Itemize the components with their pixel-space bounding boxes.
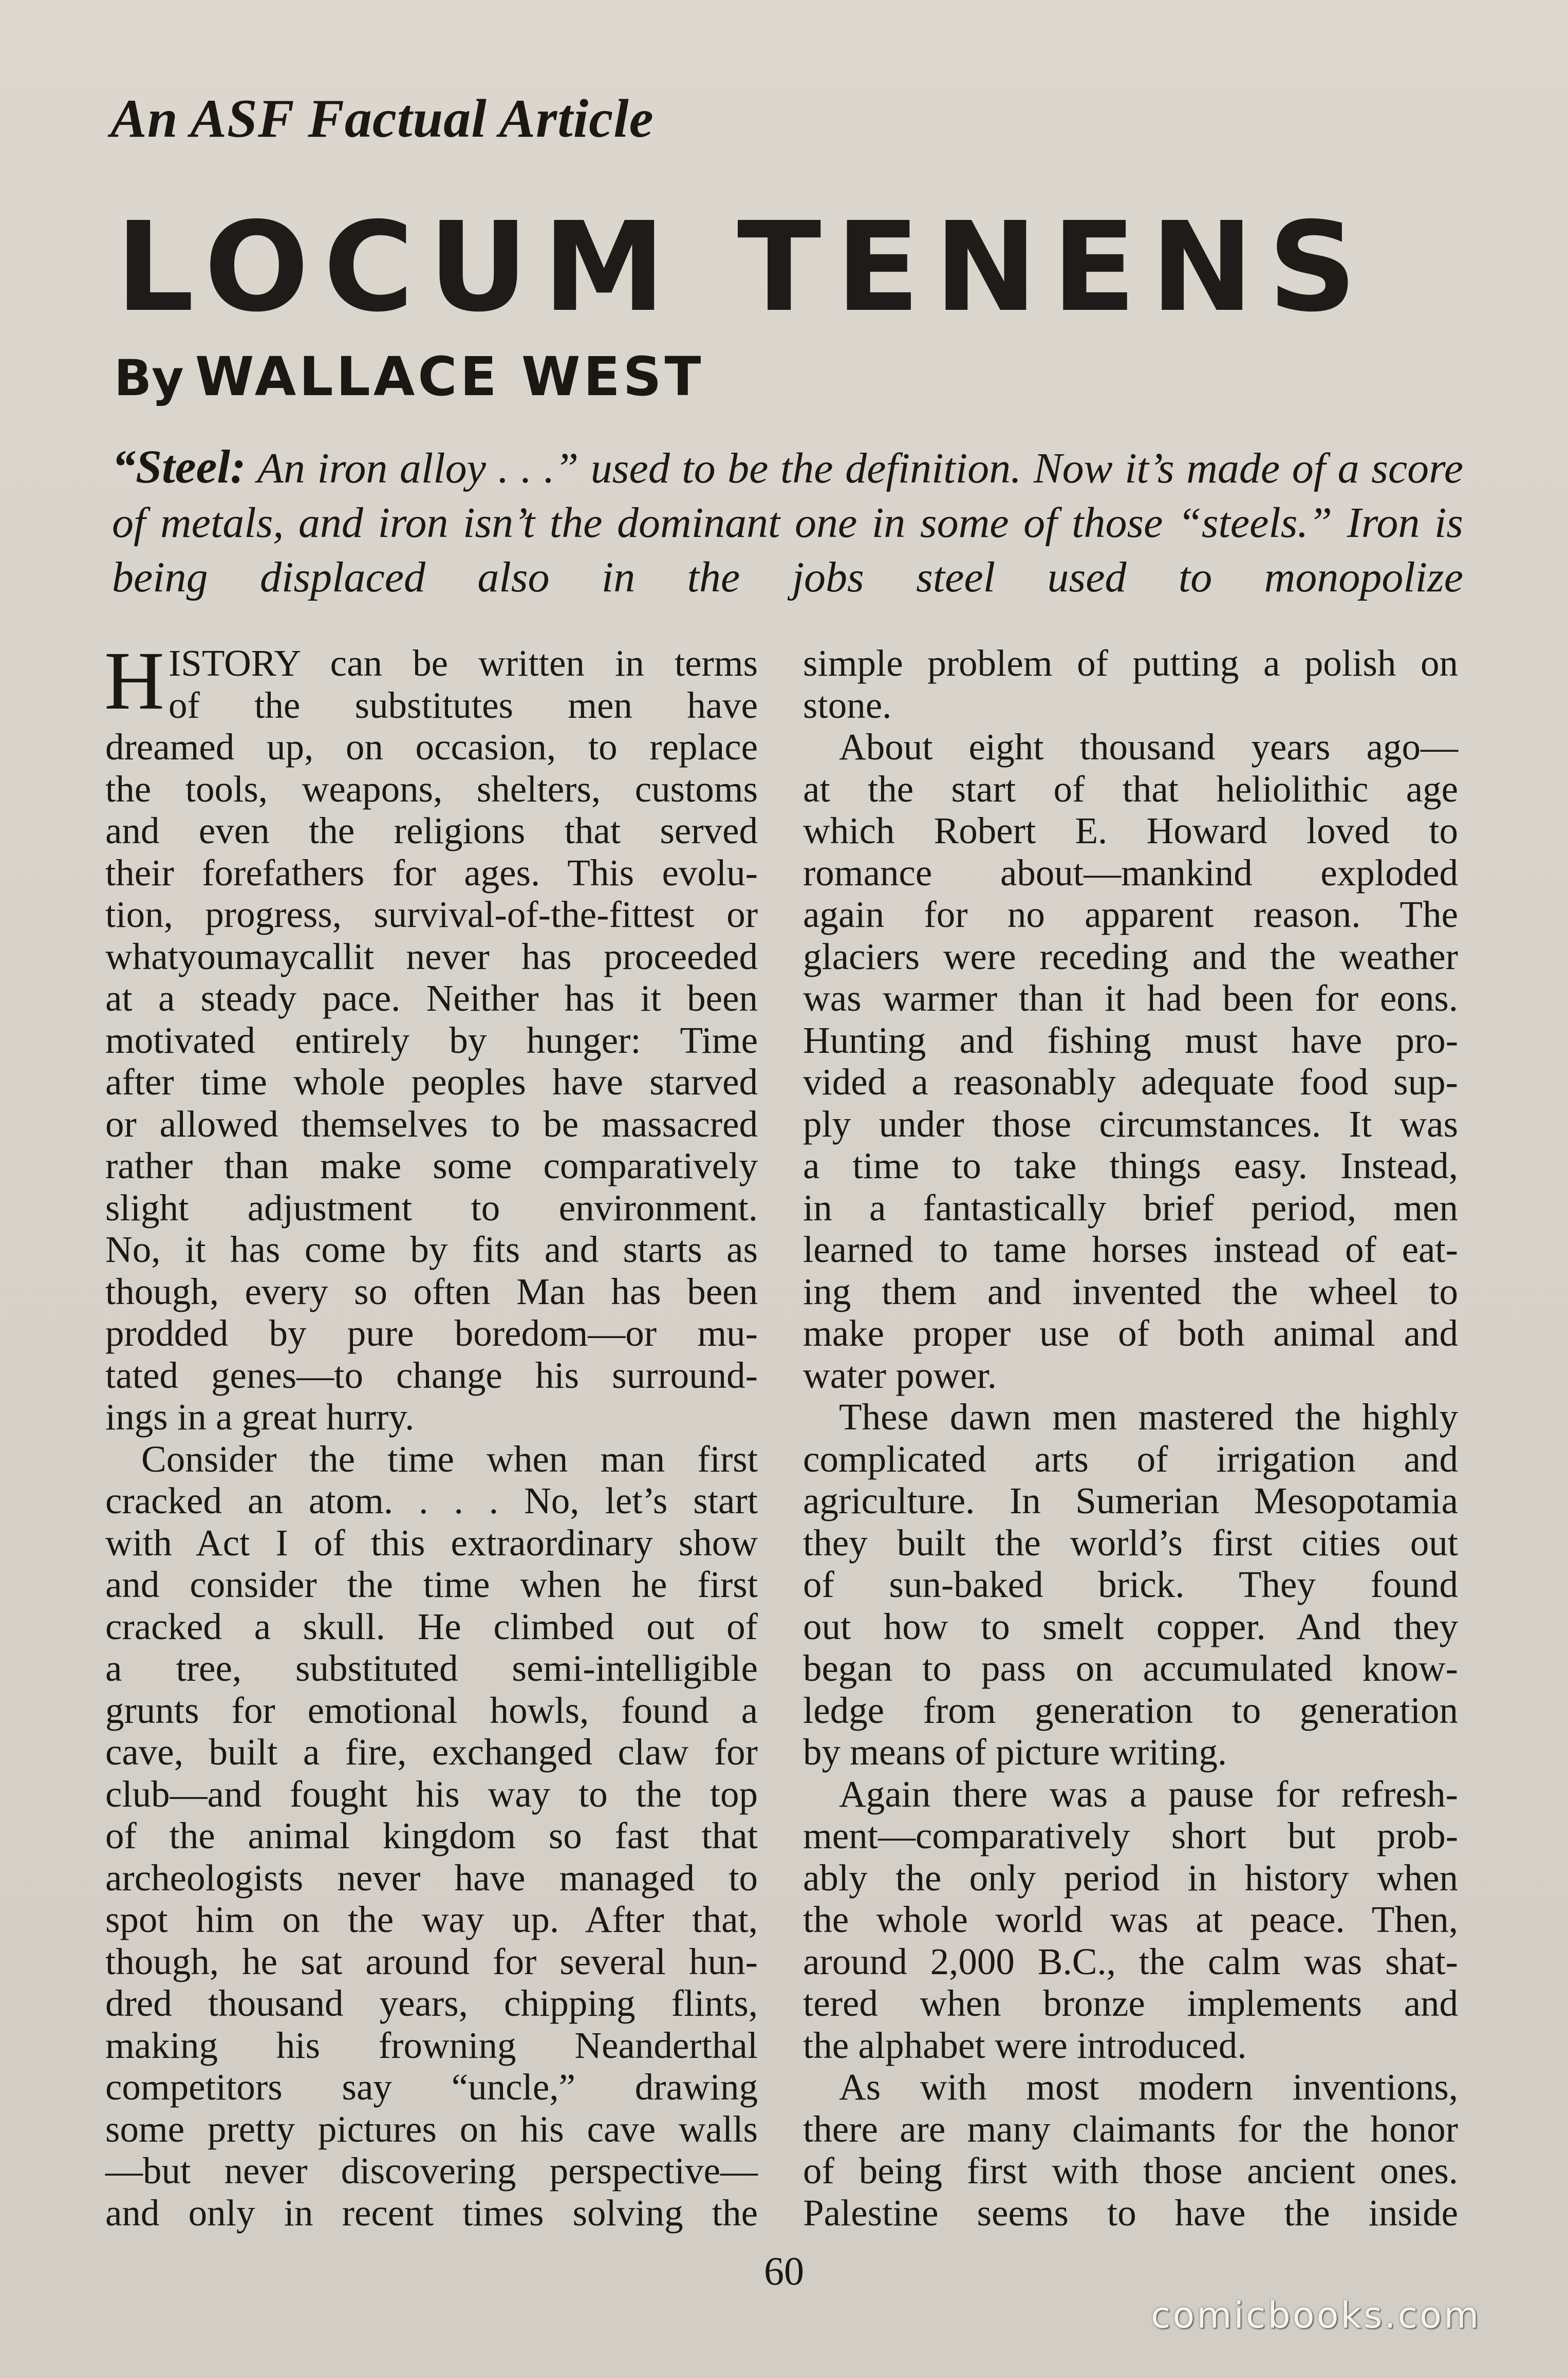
text-line: dred thousand years, chipping flints, <box>105 1982 758 2024</box>
text-line: some pretty pictures on his cave walls <box>105 2108 758 2150</box>
text-line: ings in a great hurry. <box>105 1396 415 1438</box>
text-line: cave, built a fire, exchanged claw for <box>105 1731 758 1773</box>
text-line: vided a reasonably adequate food sup- <box>803 1061 1458 1103</box>
text-line: glaciers were receding and the weather <box>803 935 1458 977</box>
text-line: though, every so often Man has been <box>105 1270 758 1312</box>
text-line: stone. <box>803 684 892 726</box>
text-line: cracked a skull. He climbed out of <box>105 1605 758 1647</box>
text-line: Consider the time when man first <box>141 1438 758 1480</box>
text-line: and consider the time when he first <box>105 1564 758 1605</box>
text-line: the whole world was at peace. Then, <box>803 1899 1458 1940</box>
text-line: by means of picture writing. <box>803 1731 1227 1773</box>
article-kicker: An ASF Factual Article <box>110 88 654 148</box>
text-line: after time whole peoples have starved <box>105 1061 758 1103</box>
text-line: archeologists never have managed to <box>105 1856 758 1899</box>
text-line: a tree, substituted semi-intelligible <box>105 1647 758 1689</box>
text-line: motivated entirely by hunger: Time <box>105 1019 758 1061</box>
text-line: began to pass on accumulated know- <box>803 1647 1458 1689</box>
text-line: in a fantastically brief period, men <box>803 1186 1458 1229</box>
text-line: Again there was a pause for refresh- <box>839 1773 1458 1815</box>
text-line: As with most modern inventions, <box>839 2066 1458 2108</box>
text-line: a time to take things easy. Instead, <box>803 1145 1458 1186</box>
byline-by: By <box>114 349 184 407</box>
article-title: LOCUM TENENS <box>116 195 1371 339</box>
text-line: with Act I of this extraordinary show <box>105 1521 758 1564</box>
blurb-lead: “Steel: <box>112 440 246 493</box>
right-column <box>803 642 1458 2234</box>
page-number: 60 <box>764 2249 804 2293</box>
text-line: learned to tame horses instead of eat- <box>803 1229 1458 1270</box>
text-line: whatyoumaycallit never has proceeded <box>105 935 758 977</box>
text-line: and only in recent times solving the <box>105 2192 758 2234</box>
author-name: WALLACE WEST <box>195 345 704 408</box>
text-line: which Robert E. Howard loved to <box>803 810 1458 851</box>
text-line: —but never discovering perspective— <box>105 2150 758 2192</box>
text-line: romance about—mankind exploded <box>803 851 1458 894</box>
text-line: These dawn men mastered the highly <box>839 1396 1458 1438</box>
byline <box>114 345 704 408</box>
text-line: at the start of that heliolithic age <box>803 768 1458 810</box>
text-line: of sun-baked brick. They found <box>803 1564 1458 1605</box>
drop-cap: H <box>104 635 164 727</box>
text-line: slight adjustment to environment. <box>105 1186 758 1229</box>
text-line: Palestine seems to have the inside <box>803 2192 1458 2234</box>
text-line: make proper use of both animal and <box>803 1312 1458 1354</box>
text-line: ledge from generation to generation <box>803 1689 1458 1731</box>
text-line: ing them and invented the wheel to <box>803 1270 1458 1312</box>
text-line: was warmer than it had been for eons. <box>803 977 1458 1019</box>
site-watermark: comicbooks.com <box>1151 2294 1481 2336</box>
text-line: tered when bronze implements and <box>803 1982 1458 2024</box>
text-line: again for no apparent reason. The <box>803 894 1458 935</box>
text-line: tated genes—to change his surround- <box>105 1354 758 1396</box>
text-line: dreamed up, on occasion, to replace <box>105 726 758 768</box>
left-column <box>104 635 758 2234</box>
text-line: water power. <box>803 1354 997 1396</box>
text-line: though, he sat around for several hun- <box>105 1940 758 1982</box>
text-line: spot him on the way up. After that, <box>105 1899 758 1940</box>
text-line: complicated arts of irrigation and <box>803 1438 1458 1480</box>
text-line: there are many claimants for the honor <box>803 2108 1458 2150</box>
text-line: they built the world’s first cities out <box>803 1521 1458 1564</box>
article-blurb <box>112 439 1463 605</box>
text-line: competitors say “uncle,” drawing <box>105 2066 758 2108</box>
text-line: grunts for emotional howls, found a <box>105 1689 758 1731</box>
text-line: the alphabet were introduced. <box>803 2024 1247 2066</box>
text-line: prodded by pure boredom—or mu- <box>105 1312 758 1354</box>
text-line: simple problem of putting a polish on <box>803 642 1458 684</box>
text-line: at a steady pace. Neither has it been <box>105 977 758 1019</box>
text-line: of the substitutes men have <box>169 684 758 726</box>
text-line: Hunting and fishing must have pro- <box>803 1019 1458 1061</box>
text-line: ably the only period in history when <box>803 1856 1458 1899</box>
text-line: out how to smelt copper. And they <box>803 1605 1458 1647</box>
text-line: the tools, weapons, shelters, customs <box>105 768 758 810</box>
text-line: making his frowning Neanderthal <box>105 2024 758 2066</box>
text-line: club—and fought his way to the top <box>105 1773 758 1815</box>
text-line: or allowed themselves to be massacred <box>105 1103 758 1145</box>
text-line: ply under those circumstances. It was <box>803 1103 1458 1145</box>
text-line: No, it has come by fits and starts as <box>105 1229 758 1270</box>
text-line: of the animal kingdom so fast that <box>105 1815 758 1856</box>
text-line: rather than make some comparatively <box>105 1145 758 1186</box>
text-line: ISTORY can be written in terms <box>169 642 758 684</box>
blurb-text: An iron alloy . . .” used to be the definition. Now it’s made of a score of metals, and iron isn’t the dominant one in some of those “steels.” Iron is being displaced also in the jobs steel used to monopolize <box>112 444 1463 601</box>
text-line: agriculture. In Sumerian Mesopotamia <box>803 1480 1458 1521</box>
text-line: ment—comparatively short but prob- <box>803 1815 1458 1856</box>
text-line: About eight thousand years ago— <box>839 726 1458 768</box>
text-line: tion, progress, survival-of-the-fittest or <box>105 894 758 935</box>
text-line: of being first with those ancient ones. <box>803 2150 1458 2192</box>
text-line: and even the religions that served <box>105 810 758 851</box>
text-line: cracked an atom. . . . No, let’s start <box>105 1480 758 1521</box>
text-line: around 2,000 B.C., the calm was shat- <box>803 1940 1458 1982</box>
text-line: their forefathers for ages. This evolu- <box>105 851 758 894</box>
